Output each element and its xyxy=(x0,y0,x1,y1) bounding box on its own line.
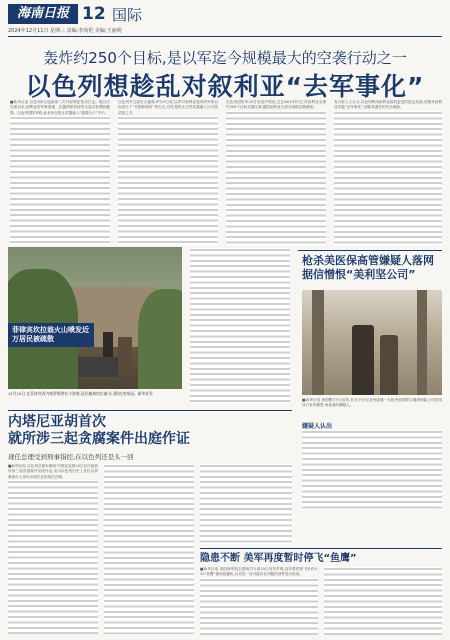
lead-column-2 xyxy=(118,100,218,245)
photo-caption: 12月10日,在菲律宾西内格罗斯省拉卡洛塔,居民撤离坎拉翁火山附近的家园。新华社发 xyxy=(8,391,153,396)
photo-person xyxy=(352,325,374,395)
arrest-photo xyxy=(302,290,442,395)
text-lines xyxy=(8,480,98,634)
lead-column-1 xyxy=(10,100,110,245)
photo-person xyxy=(118,337,132,372)
text-lines xyxy=(118,116,218,245)
story2-headline-line2: 据信憎恨“美利坚公司” xyxy=(302,268,416,281)
divider xyxy=(200,548,442,549)
lead-column-3 xyxy=(226,100,326,245)
lead-column-continued xyxy=(190,248,290,403)
page-number: 12 xyxy=(82,4,106,24)
newspaper-logo: 海南日报 xyxy=(8,4,78,24)
photo-person xyxy=(380,335,398,395)
text-lines xyxy=(190,248,290,403)
story2-intro xyxy=(302,398,442,418)
story3-column-2 xyxy=(104,464,194,634)
lead-column-4 xyxy=(334,100,442,245)
text-lines xyxy=(334,111,442,245)
story3-column-3 xyxy=(200,464,292,544)
lead-col4-text: 有分析人士认为,以色列利用叙利亚政权更迭的混乱局面,试图对叙利亚实施“去军事化”,消除其潜在的安全威胁。 xyxy=(334,100,442,110)
lead-col3-text: 以色列国防军10日发表声明说,过去48小时内已对叙利亚全境约250个目标实施空袭,摧毁叙利亚大部分战略武器储备。 xyxy=(226,100,326,110)
story3-column-1 xyxy=(8,464,98,634)
story4-column-2 xyxy=(324,567,442,635)
story4-body: ■新华社电 美国海军航空系统司令部10日发布声明,宣布暂时停飞所有V-22“鱼鹰”倾转旋翼机,以对其一处可能存在问题的部件进行检查。 xyxy=(200,567,318,577)
story2-headline: 枪杀美医保高管嫌疑人落网 xyxy=(302,254,434,267)
section-title: 国际 xyxy=(112,6,143,24)
photo-pillar xyxy=(312,290,324,395)
story4-column-1 xyxy=(200,567,318,635)
text-lines xyxy=(200,464,292,544)
divider xyxy=(298,250,442,251)
text-lines xyxy=(226,111,326,245)
photo-tree xyxy=(138,289,182,389)
story4-headline: 隐患不断 美军再度暂时停飞“鱼鹰” xyxy=(200,553,357,564)
story3-headline: 内塔尼亚胡首次 xyxy=(8,414,106,430)
text-lines xyxy=(104,464,194,634)
story2-subhead: 嫌疑人认出 xyxy=(302,423,333,430)
story2-body: ■新华社电 美国警方9日宣布,在宾夕法尼亚州逮捕一名枪杀美国联合健康保险公司首席执行官布赖恩·汤普森的嫌疑人。 xyxy=(302,398,442,408)
story3-body: ■新华社电 以色列总理本雅明·内塔尼亚胡10日首次就其所涉三起贪腐案件出庭作证,成为以色列历史上首位以刑事被告人身份出庭作证的现任总理。 xyxy=(8,464,98,479)
lead-col1-text: ■新华社电 以色列9日连续第二天对叙利亚发动打击。数百次空袭以来,叙利亚的军事基地、武器库和机场等大量目标遭到摧毁。以色列国防军称,此举旨在防止武器落入“极端分子”手中。 xyxy=(10,100,110,115)
story3-headline-line2: 就所涉三起贪腐案件出庭作证 xyxy=(8,431,190,447)
text-lines xyxy=(200,578,318,635)
volcano-photo xyxy=(8,247,182,389)
divider xyxy=(8,410,292,411)
story2-column xyxy=(302,430,442,510)
text-lines xyxy=(302,430,442,510)
story3-subtitle: 现任总理受到刑事指控,在以色列还是头一回 xyxy=(8,453,134,461)
text-lines xyxy=(324,567,442,635)
masthead xyxy=(8,4,442,26)
lead-kicker: 轰炸约250个目标,是以军迄今规模最大的空袭行动之一 xyxy=(43,49,407,67)
text-lines xyxy=(10,116,110,245)
photo-cart xyxy=(78,357,118,377)
lead-col2-text: 以色列外交部长吉德翁·萨尔9日说,以军对叙利亚境内的军事目标进行了“有限和临时”的打击,目的是防止这些武器落入反对派武装之手。 xyxy=(118,100,218,115)
dateline: 2024年12月11日 星期三 责编:李尚伦 美编:王丽明 xyxy=(8,27,442,37)
photo-label: 菲律宾坎拉翁火山喷发近万居民被疏散 xyxy=(8,323,94,347)
lead-headline: 以色列想趁乱对叙利亚“去军事化” xyxy=(25,72,425,101)
photo-pillar xyxy=(417,290,427,395)
